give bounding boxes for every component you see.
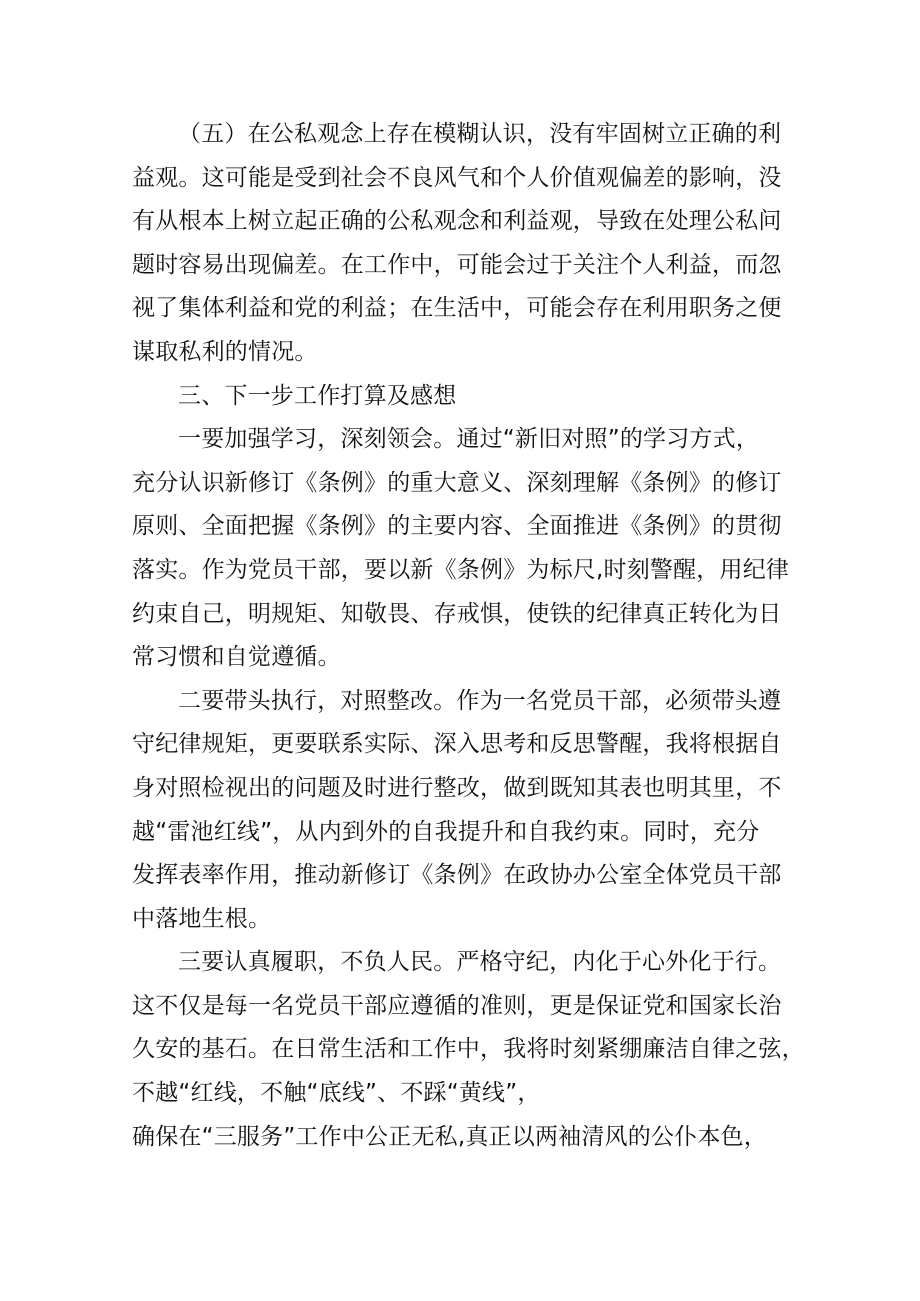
- text-line: 常习惯和自觉遵循。: [132, 644, 341, 671]
- text-line: 不越“红线，不触“底线”、不踩“黄线”，: [132, 1080, 541, 1107]
- text-line: 三要认真履职，不负人民。严格守纪，内化于心外化于行。: [178, 949, 782, 976]
- text-line: 约束自己，明规矩、知敬畏、存戒惧，使铁的纪律真正转化为日: [132, 600, 782, 627]
- text-line: 有从根本上树立起正确的公私观念和利益观，导致在处理公私问: [132, 208, 782, 235]
- text-line: 久安的基石。在日常生活和工作中，我将时刻紧绷廉洁自律之弦，: [132, 1036, 805, 1063]
- text-line: 一要加强学习，深刻领会。通过“新旧对照”的学习方式，: [178, 426, 760, 453]
- text-line: 三、下一步工作打算及感想: [178, 382, 457, 409]
- text-line: 视了集体利益和党的利益；在生活中，可能会存在利用职务之便: [132, 295, 782, 322]
- text-line: 中落地生根。: [132, 905, 272, 932]
- text-line: 越“雷池红线”，从内到外的自我提升和自我约束。同时，充分: [132, 818, 760, 845]
- text-line: 二要带头执行，对照整改。作为一名党员干部，必须带头遵: [178, 687, 782, 714]
- text-line: 充分认识新修订《条例》的重大意义、深刻理解《条例》的修订: [132, 469, 782, 496]
- text-line: 原则、全面把握《条例》的主要内容、全面推进《条例》的贯彻: [132, 513, 782, 540]
- document-body: [132, 113, 805, 1159]
- text-line: 确保在“三服务”工作中公正无私,真正以两袖清风的公仆本色，: [132, 1123, 767, 1150]
- text-line: 落实。作为党员干部，要以新《条例》为标尺,时刻警醒，用纪律: [132, 556, 790, 583]
- text-line: 身对照检视出的问题及时进行整改，做到既知其表也明其里，不: [132, 774, 782, 801]
- text-line: 发挥表率作用，推动新修订《条例》在政协办公室全体党员干部: [132, 862, 782, 889]
- text-line: 谋取私利的情况。: [132, 338, 318, 365]
- text-line: 益观。这可能是受到社会不良风气和个人价值观偏差的影响，没: [132, 164, 782, 191]
- text-line: 题时容易出现偏差。在工作中，可能会过于关注个人利益，而忽: [132, 251, 782, 278]
- text-line: （五）在公私观念上存在模糊认识，没有牢固树立正确的利: [178, 121, 782, 147]
- text-line: 守纪律规矩，更要联系实际、深入思考和反思警醒，我将根据自: [132, 731, 782, 758]
- text-line: 这不仅是每一名党员干部应遵循的准则，更是保证党和国家长治: [132, 992, 782, 1019]
